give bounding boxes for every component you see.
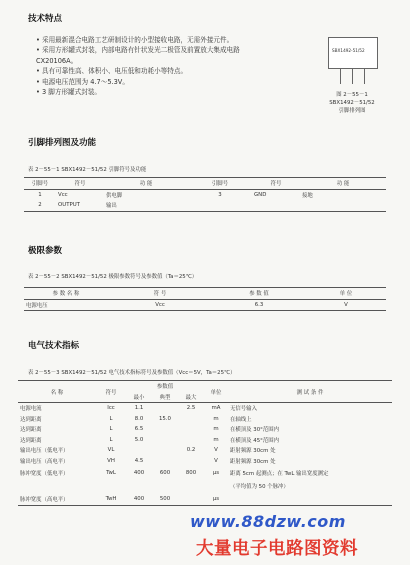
cell: Vcc: [58, 191, 68, 198]
cell: [152, 445, 178, 456]
cell: 脉冲宽度（高电平）: [20, 496, 69, 503]
pin-function-table: [24, 177, 386, 212]
cell: L: [109, 415, 113, 422]
pin-3-lead: [364, 68, 365, 84]
chip-package-diagram: [328, 37, 378, 69]
cell: 2.5: [186, 405, 196, 412]
header-cell: 名 称: [18, 381, 96, 403]
cell: 距射频源 30cm 处: [230, 448, 276, 455]
cell: 600: [159, 469, 171, 476]
table-row: [24, 189, 386, 200]
table-caption-limits: 表 2－55－2 SBX1492－51/52 极限参数符号及参数值（Ta＝25℃）: [28, 274, 198, 280]
cell: [152, 424, 178, 435]
cell: 6.3: [254, 301, 264, 308]
header-cell: 符 号: [153, 291, 167, 298]
cell: 1: [38, 191, 42, 198]
cell: 输出: [106, 203, 117, 210]
cell: [252, 200, 300, 211]
cell: 在横顶及 30°范围内: [230, 427, 280, 434]
header-cell: 符号: [96, 381, 126, 403]
figure-part: SBX1492－51/52: [329, 100, 375, 106]
header-cell: 参 数 名 称: [52, 291, 80, 298]
table-row: [18, 456, 392, 467]
electrical-spec-table: [18, 380, 392, 506]
cell: [228, 492, 392, 506]
header-cell: 参数值: [156, 384, 174, 391]
cell: 400: [133, 469, 145, 476]
figure-title: 引脚排列图: [338, 108, 366, 114]
pin-1-lead: [340, 68, 341, 84]
cell: （平均值为 50 个脉冲）: [230, 483, 289, 490]
cell: 脉冲宽度（低电平）: [20, 470, 69, 477]
table-body: [18, 403, 392, 506]
cell: GND: [254, 191, 267, 198]
cell: 在横顶及 45°范围内: [230, 437, 280, 444]
cell: TwH: [105, 495, 117, 502]
pin-2-lead: [352, 68, 353, 84]
section-title-electrical: 电气技术指标: [28, 341, 80, 351]
cell: L: [109, 426, 113, 433]
cell: 电源电压: [26, 302, 48, 309]
header-cell: 单 位: [339, 291, 353, 298]
table-row: [18, 414, 392, 425]
cell: V: [214, 447, 218, 454]
cell: Icc: [107, 405, 115, 412]
cell: m: [213, 436, 219, 443]
cell: m: [213, 426, 219, 433]
table-row: [24, 200, 386, 211]
cell: 15.0: [158, 415, 171, 422]
cell: [152, 435, 178, 446]
table-caption-electrical: 表 2－55－3 SBX1492－51/52 电气技术指标符号及参数值（Vcc＝5V，Ta＝25℃）: [28, 370, 236, 376]
table-caption-pins: 表 2－55－1 SBX1492－51/52 引脚符号及功能: [28, 167, 147, 173]
cell: 800: [185, 469, 197, 476]
table-header-row: [18, 381, 392, 392]
cell: 5.0: [134, 436, 144, 443]
cell: 输出电压（低电平）: [20, 448, 69, 455]
cell: 输出电压（高电平）: [20, 458, 69, 465]
feature-item: • 采用方形罐式封装，内部电路有针状发光二极管及前置放大集成电路: [36, 46, 240, 55]
cell: [178, 479, 204, 492]
cell: [300, 200, 386, 211]
feature-item: • 采用最新混合电路工艺研制设计的小型接收电路，无需外接元件。: [36, 36, 234, 44]
cell: [152, 403, 178, 414]
figure-caption: [322, 90, 382, 114]
cell: 达到距离: [20, 437, 42, 444]
table-header-row: [24, 288, 386, 300]
cell: 在轴线上: [230, 416, 252, 423]
cell: m: [213, 415, 219, 422]
cell: [152, 456, 178, 467]
header-cell: 功 能: [336, 181, 350, 188]
header-cell: 最小: [133, 394, 145, 401]
cell: TwL: [106, 469, 116, 476]
table-row: [18, 445, 392, 456]
cell: OUTPUT: [58, 202, 80, 209]
section-title-pins: 引脚排列图及功能: [28, 138, 97, 148]
section-title-features: 技术特点: [28, 14, 63, 24]
feature-item: • 电源电压范围为 4.7～5.3V。: [36, 77, 129, 86]
header-cell: 最大: [185, 394, 197, 401]
cell: 达到距离: [20, 416, 42, 423]
cell: 达到距离: [20, 427, 42, 434]
limit-parameters-table: [24, 287, 386, 311]
cell: 无信号输入: [230, 406, 257, 413]
table-header-row: [24, 178, 386, 190]
watermark-url: www.88dzw.com: [190, 512, 346, 531]
cell: 3: [218, 191, 222, 198]
cell: 6.5: [134, 426, 144, 433]
section-title-limits: 极限参数: [28, 246, 63, 256]
cell: L: [109, 436, 113, 443]
header-cell: 典型: [159, 394, 171, 401]
cell: Vcc: [155, 301, 165, 308]
cell: 供电脚: [106, 192, 123, 199]
cell: [126, 445, 152, 456]
header-cell: 符号: [74, 181, 86, 188]
cell: [18, 479, 96, 492]
header-cell: 符号: [270, 181, 282, 188]
feature-item: • 3 脚方形罐式封装。: [36, 88, 102, 97]
table-row: [18, 479, 392, 492]
header-cell: 参 数 值: [249, 291, 269, 298]
watermark-site-name: 大量电子电路图资料: [196, 539, 358, 559]
cell: μs: [212, 495, 220, 502]
feature-item: • 具有可靠性高、体积小、电压低和功耗小等特点。: [36, 67, 188, 76]
cell: [178, 424, 204, 435]
cell: V: [214, 457, 218, 464]
header-cell: 单位: [204, 381, 228, 403]
cell: [126, 479, 152, 492]
cell: μs: [212, 469, 220, 476]
chip-label: SBX1492-51/52: [332, 48, 365, 53]
cell: VH: [107, 457, 115, 464]
cell: 2: [38, 202, 42, 209]
feature-item: CX20106A。: [36, 56, 78, 65]
table-row: [18, 492, 392, 506]
cell: [204, 479, 228, 492]
cell: 8.0: [134, 415, 144, 422]
header-cell: 功 能: [139, 181, 153, 188]
cell: 距射频源 30cm 处: [230, 458, 276, 465]
cell: [152, 479, 178, 492]
table-row: [18, 466, 392, 479]
cell: 0.2: [186, 447, 196, 454]
cell: 电源电流: [20, 406, 42, 413]
cell: 距离 5cm 起测点；在 TwL 输出宽度测定: [230, 470, 329, 477]
feature-list: [36, 35, 240, 97]
cell: V: [344, 301, 348, 308]
cell: mA: [211, 405, 221, 412]
cell: 4.5: [134, 457, 144, 464]
cell: 接地: [302, 192, 313, 199]
table-row: [18, 424, 392, 435]
cell: [178, 456, 204, 467]
cell: 500: [159, 495, 171, 502]
cell: [178, 492, 204, 506]
header-cell: 引脚号: [31, 181, 49, 188]
cell: [188, 200, 252, 211]
cell: VL: [107, 447, 115, 454]
cell: [178, 414, 204, 425]
cell: 1.1: [134, 405, 144, 412]
cell: [96, 479, 126, 492]
table-row: [24, 299, 386, 311]
cell: [178, 435, 204, 446]
header-cell: 测 试 条 件: [228, 381, 392, 403]
header-cell: 引脚号: [211, 181, 229, 188]
table-row: [18, 403, 392, 414]
figure-number: 图 2－55－1: [336, 92, 368, 98]
table-row: [18, 435, 392, 446]
cell: 400: [133, 495, 145, 502]
